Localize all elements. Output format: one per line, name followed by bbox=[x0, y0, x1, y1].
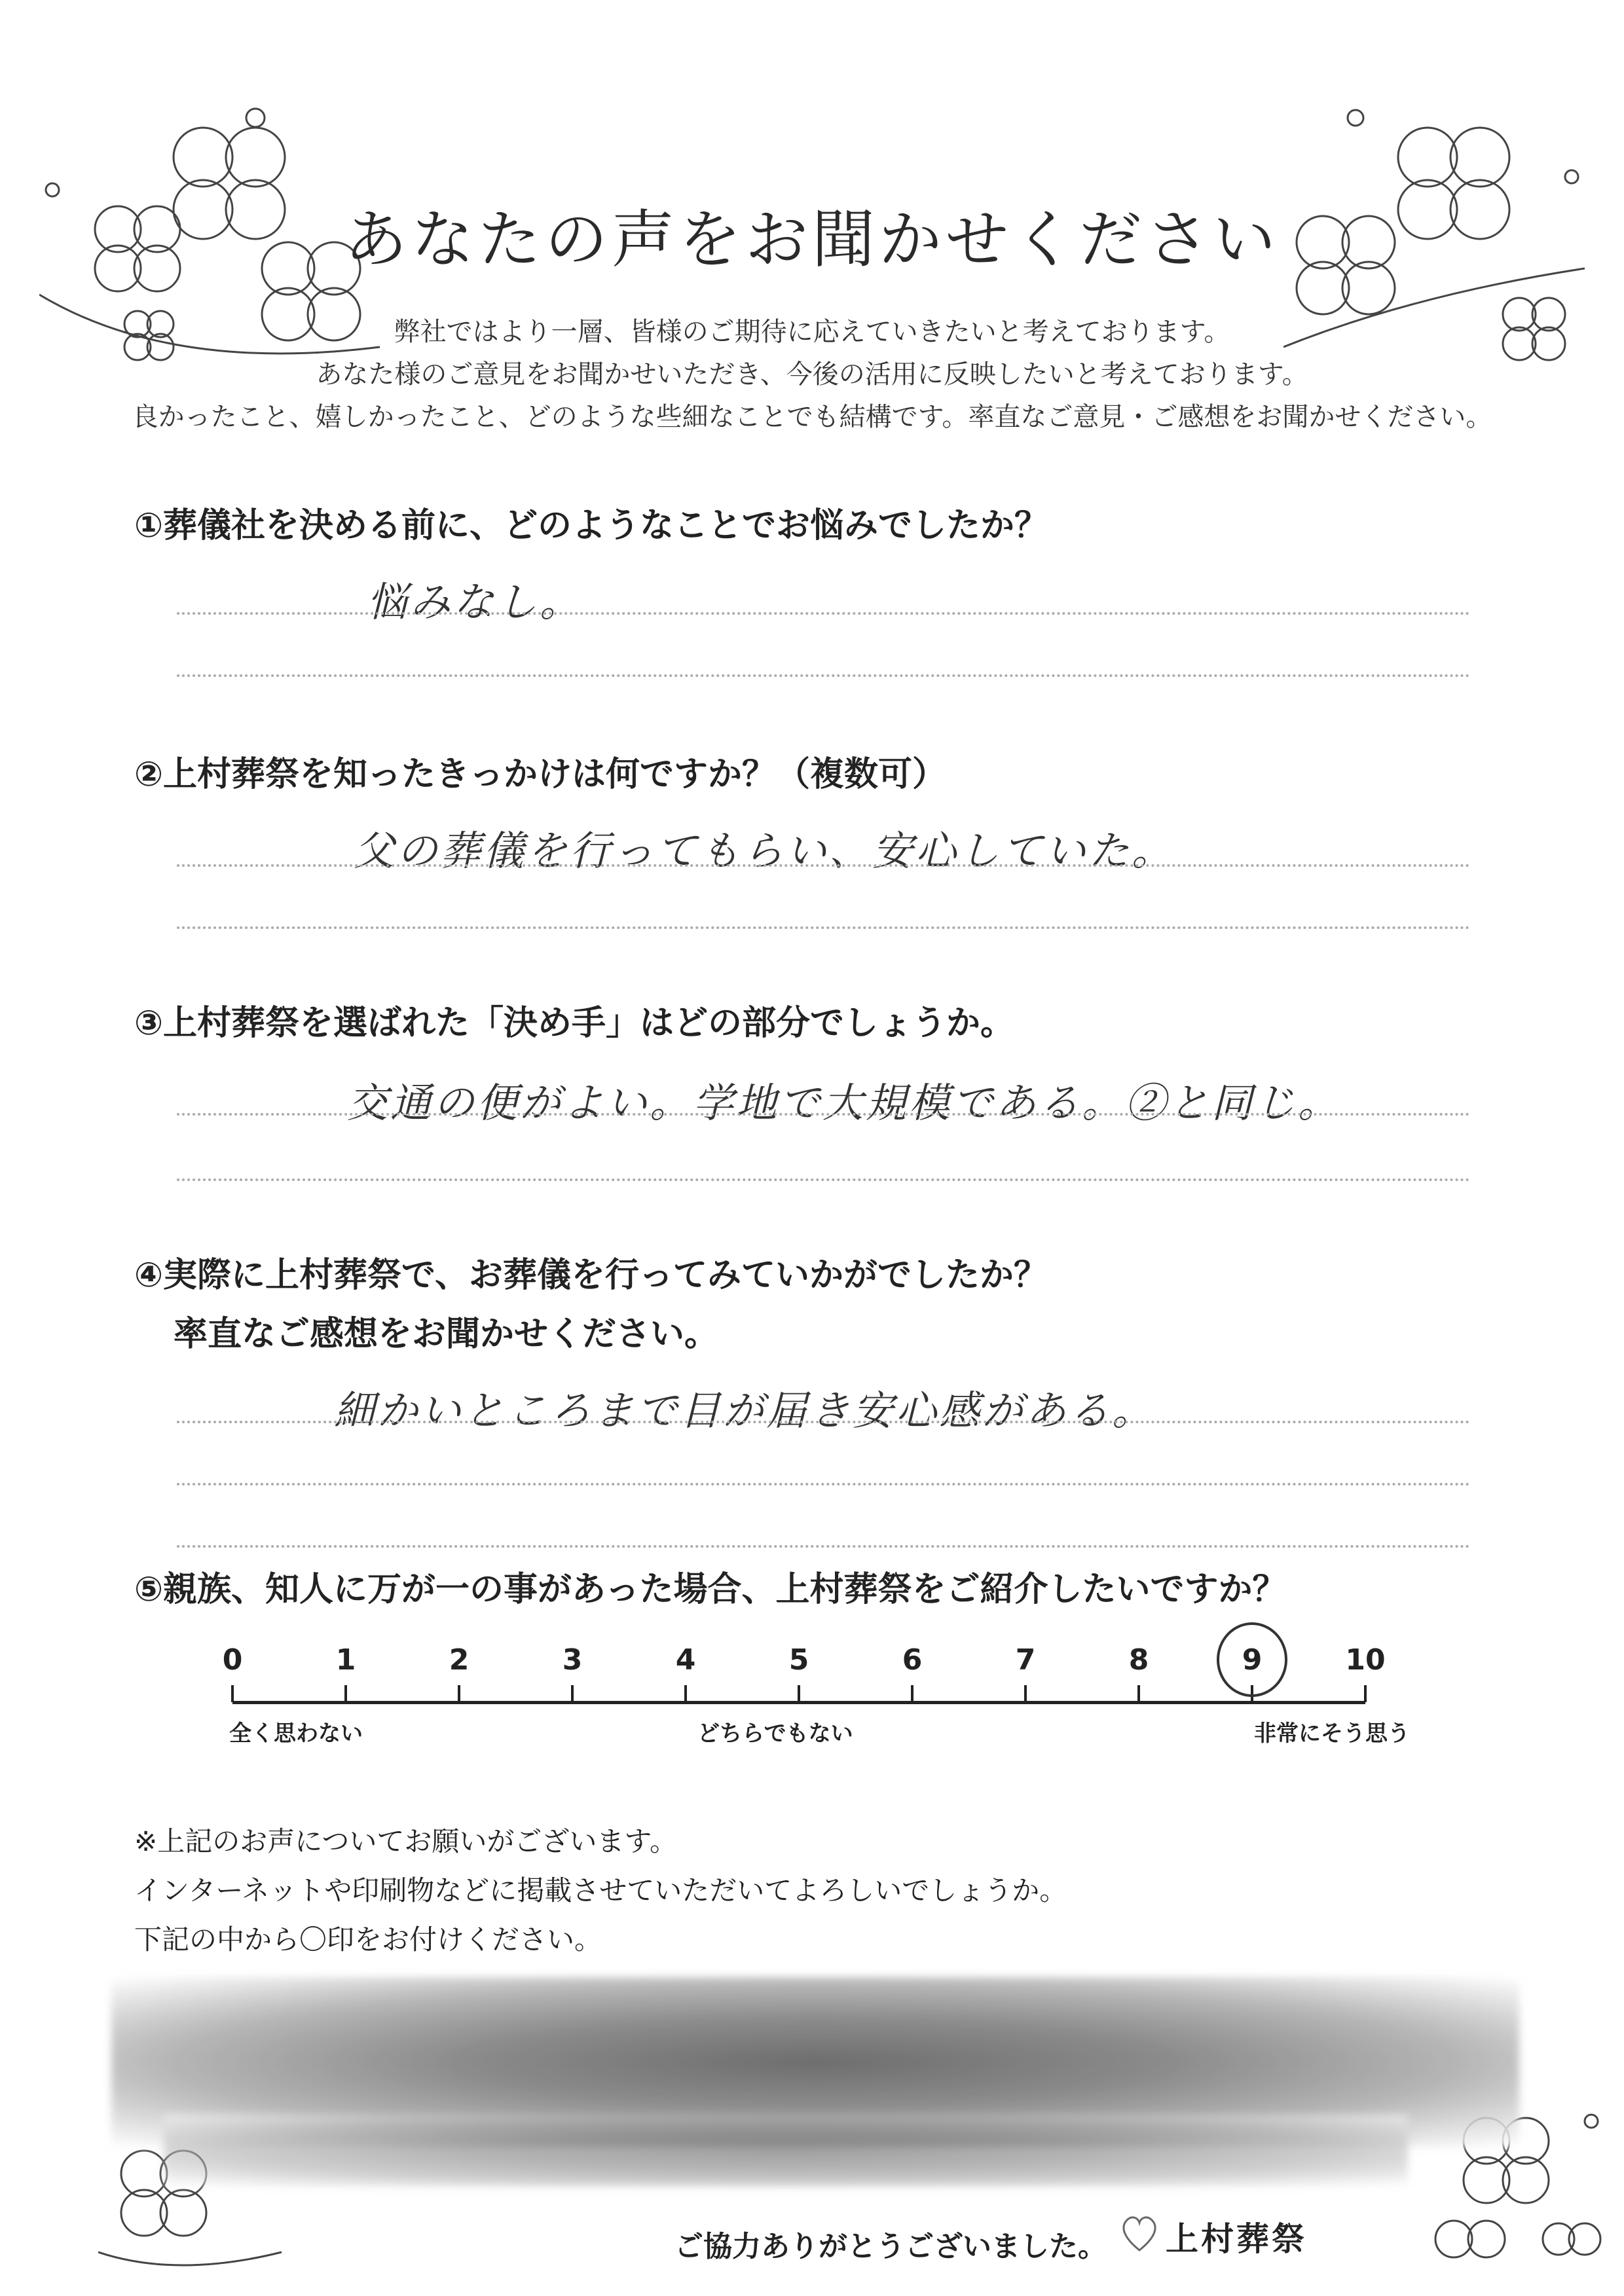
scale-number-3[interactable]: 3 bbox=[562, 1643, 583, 1677]
note-line: インターネットや印刷物などに掲載させていただいてよろしいでしょうか。 bbox=[134, 1874, 1067, 1906]
redacted-area bbox=[164, 2115, 1408, 2187]
question-1-answer[interactable]: 悩みなし。 bbox=[367, 578, 583, 626]
answer-line bbox=[177, 864, 1470, 867]
scale-label-left: 全く思わない bbox=[229, 1721, 363, 1747]
question-3-answer[interactable]: 交通の便がよい。学地で大規模である。②と同じ。 bbox=[347, 1079, 1342, 1127]
scale-number-10[interactable]: 10 bbox=[1345, 1643, 1386, 1677]
answer-line bbox=[177, 1113, 1470, 1116]
question-4-label: ④実際に上村葬祭で、お葬儀を行ってみていかがでしたか？ bbox=[134, 1256, 1048, 1295]
heart-logo-icon bbox=[1116, 2210, 1162, 2255]
scale-number-2[interactable]: 2 bbox=[449, 1643, 470, 1677]
note-line: ※上記のお声についてお願いがございます。 bbox=[134, 1825, 677, 1857]
scale-tick bbox=[1137, 1685, 1140, 1702]
thanks-message: ご協力ありがとうございました。 bbox=[674, 2230, 1107, 2263]
scale-number-9[interactable]: 9 bbox=[1242, 1643, 1263, 1677]
scale-tick bbox=[1364, 1685, 1367, 1702]
intro-line: あなた様のご意見をお聞かせいただき、今後の活用に反映したいと考えております。 bbox=[316, 359, 1308, 390]
intro-line: 弊社ではより一層、皆様のご期待に応えていきたいと考えております。 bbox=[394, 317, 1230, 347]
scale-label-middle: どちらでもない bbox=[697, 1721, 853, 1747]
question-5-label: ⑤親族、知人に万が一の事があった場合、上村葬祭をご紹介したいですか？ bbox=[134, 1570, 1287, 1609]
scale-tick bbox=[1024, 1685, 1027, 1702]
answer-line bbox=[177, 1178, 1470, 1181]
question-4-label-line2: 率直なご感想をお聞かせください。 bbox=[174, 1315, 719, 1354]
question-2-answer[interactable]: 父の葬儀を行ってもらい、安心していた。 bbox=[354, 827, 1175, 875]
intro-line: 良かったこと、嬉しかったこと、どのような些細なことでも結構です。率直なご意見・ご感想をお聞かせください。 bbox=[132, 402, 1492, 432]
scale-tick bbox=[911, 1685, 913, 1702]
scale-number-0[interactable]: 0 bbox=[222, 1643, 243, 1677]
scale-tick bbox=[344, 1685, 347, 1702]
scale-tick bbox=[684, 1685, 687, 1702]
scale-label-right: 非常にそう思う bbox=[1254, 1721, 1410, 1747]
page-title: あなたの声をお聞かせください bbox=[344, 203, 1280, 276]
scale-tick bbox=[231, 1685, 234, 1702]
note-line: 下記の中から〇印をお付けください。 bbox=[134, 1923, 602, 1956]
brand-name: 上村葬祭 bbox=[1166, 2220, 1307, 2258]
answer-line bbox=[177, 674, 1470, 677]
question-1-label: ①葬儀社を決める前に、どのようなことでお悩みでしたか？ bbox=[134, 506, 1049, 545]
answer-line bbox=[177, 1421, 1470, 1423]
scale-number-5[interactable]: 5 bbox=[788, 1643, 809, 1677]
answer-line bbox=[177, 1545, 1470, 1548]
scale-number-4[interactable]: 4 bbox=[675, 1643, 696, 1677]
scale-tick bbox=[458, 1685, 460, 1702]
question-4-answer[interactable]: 細かいところまで目が届き安心感がある。 bbox=[334, 1387, 1156, 1434]
question-2-label: ②上村葬祭を知ったきっかけは何ですか？（複数可） bbox=[134, 755, 947, 794]
answer-line bbox=[177, 1483, 1470, 1485]
question-3-label: ③上村葬祭を選ばれた「決め手」はどの部分でしょうか。 bbox=[134, 1004, 1015, 1043]
scale-number-1[interactable]: 1 bbox=[335, 1643, 356, 1677]
scale-number-6[interactable]: 6 bbox=[902, 1643, 923, 1677]
scale-number-8[interactable]: 8 bbox=[1128, 1643, 1149, 1677]
answer-line bbox=[177, 926, 1470, 929]
scale-number-7[interactable]: 7 bbox=[1015, 1643, 1036, 1677]
scale-tick bbox=[798, 1685, 800, 1702]
selected-circle-mark bbox=[1213, 1620, 1291, 1699]
answer-line bbox=[177, 612, 1470, 615]
scale-tick bbox=[571, 1685, 574, 1702]
